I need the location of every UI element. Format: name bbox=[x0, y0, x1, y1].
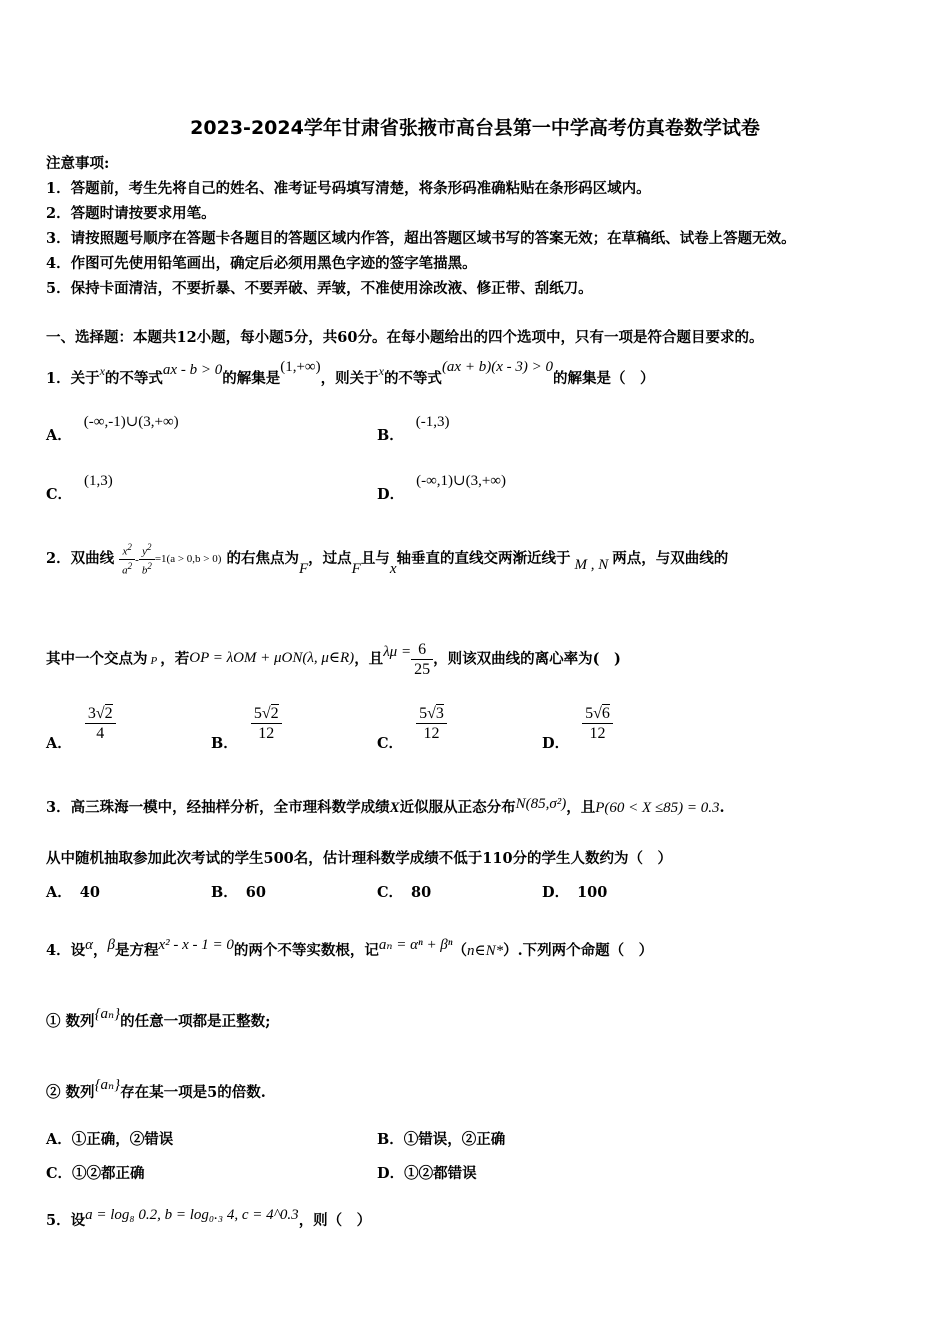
q3-option-a[interactable]: A． 40 bbox=[46, 884, 100, 901]
question-2: 2．双曲线 $\frac{x^2}{a^2}$ - $\frac{y^2}{b^2}$ =1(a > 0,b > 0) 的右焦点为F，过点F且与x轴垂直的直线交两渐近线于 M , N 两点，与双曲线的 bbox=[46, 542, 729, 578]
q2-option-a[interactable]: A． $\frac{3√2}{4}$ bbox=[46, 704, 116, 743]
notice-item: 2．答题时请按要求用笔。 bbox=[46, 205, 216, 222]
q3-option-d[interactable]: D． 100 bbox=[542, 884, 608, 901]
q1-option-b[interactable]: B．(-1,3) bbox=[377, 414, 450, 444]
notice-item: 4．作图可先使用铅笔画出，确定后必须用黑色字迹的签字笔描黑。 bbox=[46, 255, 477, 272]
q4-option-d[interactable]: D．①②都错误 bbox=[377, 1165, 477, 1182]
q2-option-b[interactable]: B． $\frac{5√2}{12}$ bbox=[211, 704, 282, 743]
q4-option-b[interactable]: B．①错误，②正确 bbox=[377, 1131, 506, 1148]
q3-option-c[interactable]: C． 80 bbox=[377, 884, 432, 901]
question-5: 5．设a = log₈ 0.2, b = log₀.₃ 4, c = 4^0.3，则（ ） bbox=[46, 1207, 372, 1229]
question-3-line2: 从中随机抽取参加此次考试的学生500名，估计理科数学成绩不低于110分的学生人数约为（ ） bbox=[46, 850, 673, 867]
notice-item: 3．请按照题号顺序在答题卡各题目的答题区域内作答，超出答题区域书写的答案无效；在草稿纸、试卷上答题无效。 bbox=[46, 230, 796, 247]
notice-item: 1．答题前，考生先将自己的姓名、准考证号码填写清楚，将条形码准确粘贴在条形码区域内。 bbox=[46, 180, 651, 197]
q4-option-a[interactable]: A．①正确，②错误 bbox=[46, 1131, 174, 1148]
notice-heading: 注意事项: bbox=[46, 155, 110, 172]
q1-option-a[interactable]: A．(-∞,-1)∪(3,+∞) bbox=[46, 414, 179, 444]
q1-option-d[interactable]: D．(-∞,1)∪(3,+∞) bbox=[377, 473, 506, 503]
q3-option-b[interactable]: B． 60 bbox=[211, 884, 266, 901]
question-4: 4．设α，β是方程x² - x - 1 = 0的两个不等实数根，记aₙ = αⁿ + βⁿ（n∈N*）.下列两个命题（ ） bbox=[46, 937, 654, 959]
q4-statement-1: ① 数列{aₙ}的任意一项都是正整数; bbox=[46, 1006, 271, 1030]
q2-option-d[interactable]: D． $\frac{5√6}{12}$ bbox=[542, 704, 613, 743]
q4-option-c[interactable]: C．①②都正确 bbox=[46, 1165, 145, 1182]
q2-option-c[interactable]: C． $\frac{5√3}{12}$ bbox=[377, 704, 447, 743]
question-2-line2: 其中一个交点为 P ，若OP = λOM + μON(λ, μ∈R)，且λμ = $\frac{6}{25}$ ，则该双曲线的离心率为( ) bbox=[46, 641, 621, 678]
notice-item: 5．保持卡面清洁，不要折暴、不要弄破、弄皱，不准使用涂改液、修正带、刮纸刀。 bbox=[46, 280, 593, 297]
q1-option-c[interactable]: C．(1,3) bbox=[46, 473, 113, 503]
question-1: 1．关于$^x$的不等式ax - b > 0的解集是(1,+∞)，则关于$^x$的不等式(ax + b)(x - 3) > 0的解集是（ ） bbox=[46, 359, 655, 387]
hyperbola-equation: $\frac{x^2}{a^2}$ - $\frac{y^2}{b^2}$ =1(a > 0,b > 0) bbox=[119, 541, 221, 577]
page-title: 2023-2024学年甘肃省张掖市高台县第一中学高考仿真卷数学试卷 bbox=[190, 117, 760, 139]
question-3: 3．高三珠海一模中，经抽样分析，全市理科数学成绩X近似服从正态分布N(85,σ²)，且P(60 < X ≤85) = 0.3. bbox=[46, 796, 725, 816]
q4-statement-2: ② 数列{aₙ}存在某一项是5的倍数. bbox=[46, 1077, 266, 1101]
section-heading: 一、选择题：本题共12小题，每小题5分，共60分。在每小题给出的四个选项中，只有一项是符合题目要求的。 bbox=[46, 329, 764, 346]
